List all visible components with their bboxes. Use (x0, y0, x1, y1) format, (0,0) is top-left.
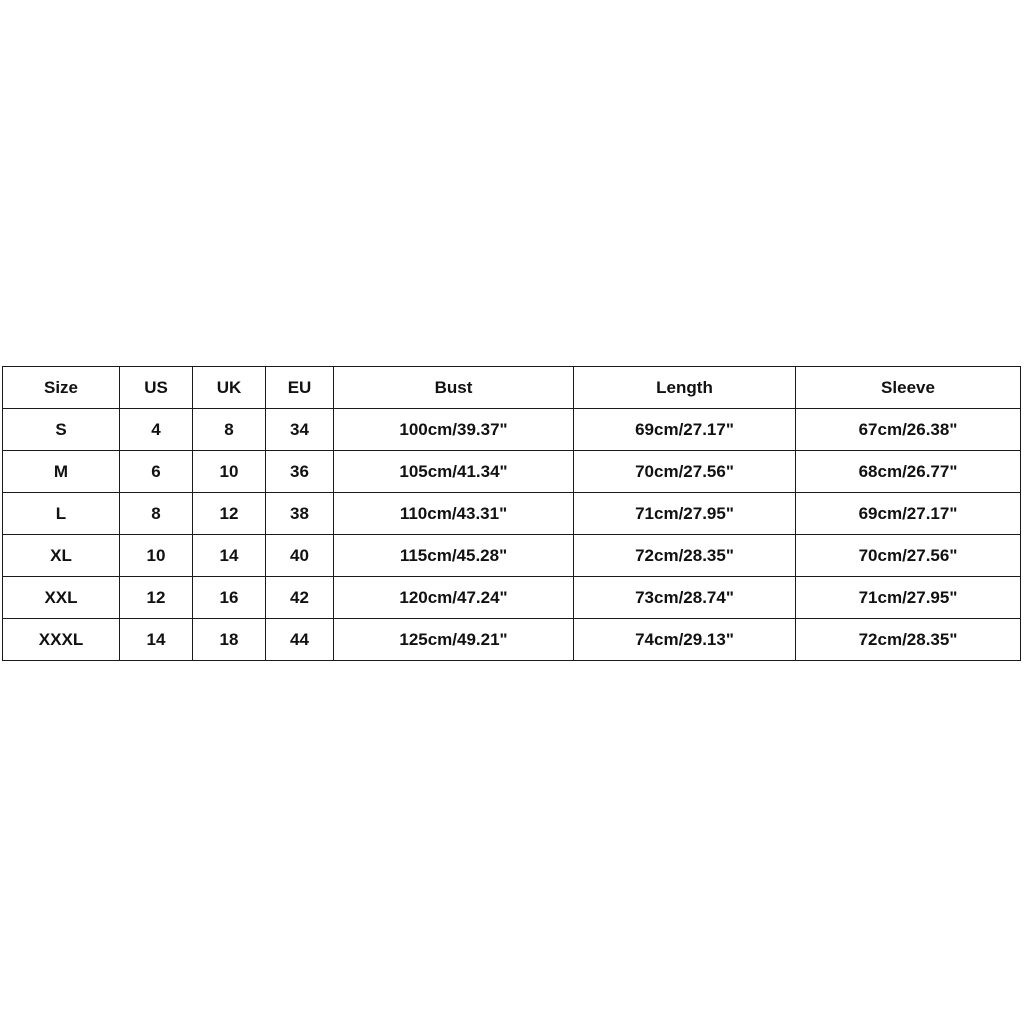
cell-eu: 44 (266, 619, 334, 661)
header-bust: Bust (334, 367, 574, 409)
header-row (3, 367, 1021, 409)
cell-us: 8 (120, 493, 193, 535)
cell-eu: 42 (266, 577, 334, 619)
table-row (3, 451, 1021, 493)
table-row (3, 493, 1021, 535)
cell-size: XXXL (3, 619, 120, 661)
cell-bust: 110cm/43.31" (334, 493, 574, 535)
size-chart-table (2, 366, 1021, 661)
cell-eu: 40 (266, 535, 334, 577)
cell-sleeve: 69cm/27.17" (796, 493, 1021, 535)
cell-sleeve: 72cm/28.35" (796, 619, 1021, 661)
cell-bust: 115cm/45.28" (334, 535, 574, 577)
cell-bust: 100cm/39.37" (334, 409, 574, 451)
header-size: Size (3, 367, 120, 409)
header-sleeve: Sleeve (796, 367, 1021, 409)
cell-bust: 120cm/47.24" (334, 577, 574, 619)
cell-us: 12 (120, 577, 193, 619)
cell-eu: 34 (266, 409, 334, 451)
cell-us: 4 (120, 409, 193, 451)
table-row (3, 535, 1021, 577)
cell-size: L (3, 493, 120, 535)
table-row (3, 409, 1021, 451)
cell-sleeve: 68cm/26.77" (796, 451, 1021, 493)
cell-size: XL (3, 535, 120, 577)
header-length: Length (574, 367, 796, 409)
cell-size: M (3, 451, 120, 493)
cell-size: XXL (3, 577, 120, 619)
cell-us: 14 (120, 619, 193, 661)
cell-uk: 14 (193, 535, 266, 577)
cell-length: 72cm/28.35" (574, 535, 796, 577)
cell-length: 74cm/29.13" (574, 619, 796, 661)
table-row (3, 619, 1021, 661)
cell-eu: 36 (266, 451, 334, 493)
cell-uk: 16 (193, 577, 266, 619)
cell-us: 10 (120, 535, 193, 577)
cell-sleeve: 67cm/26.38" (796, 409, 1021, 451)
cell-us: 6 (120, 451, 193, 493)
cell-length: 69cm/27.17" (574, 409, 796, 451)
header-us: US (120, 367, 193, 409)
cell-eu: 38 (266, 493, 334, 535)
cell-length: 73cm/28.74" (574, 577, 796, 619)
cell-sleeve: 71cm/27.95" (796, 577, 1021, 619)
cell-uk: 12 (193, 493, 266, 535)
cell-bust: 105cm/41.34" (334, 451, 574, 493)
cell-length: 70cm/27.56" (574, 451, 796, 493)
header-uk: UK (193, 367, 266, 409)
cell-uk: 10 (193, 451, 266, 493)
cell-length: 71cm/27.95" (574, 493, 796, 535)
cell-sleeve: 70cm/27.56" (796, 535, 1021, 577)
cell-uk: 18 (193, 619, 266, 661)
cell-uk: 8 (193, 409, 266, 451)
cell-bust: 125cm/49.21" (334, 619, 574, 661)
table-row (3, 577, 1021, 619)
cell-size: S (3, 409, 120, 451)
header-eu: EU (266, 367, 334, 409)
